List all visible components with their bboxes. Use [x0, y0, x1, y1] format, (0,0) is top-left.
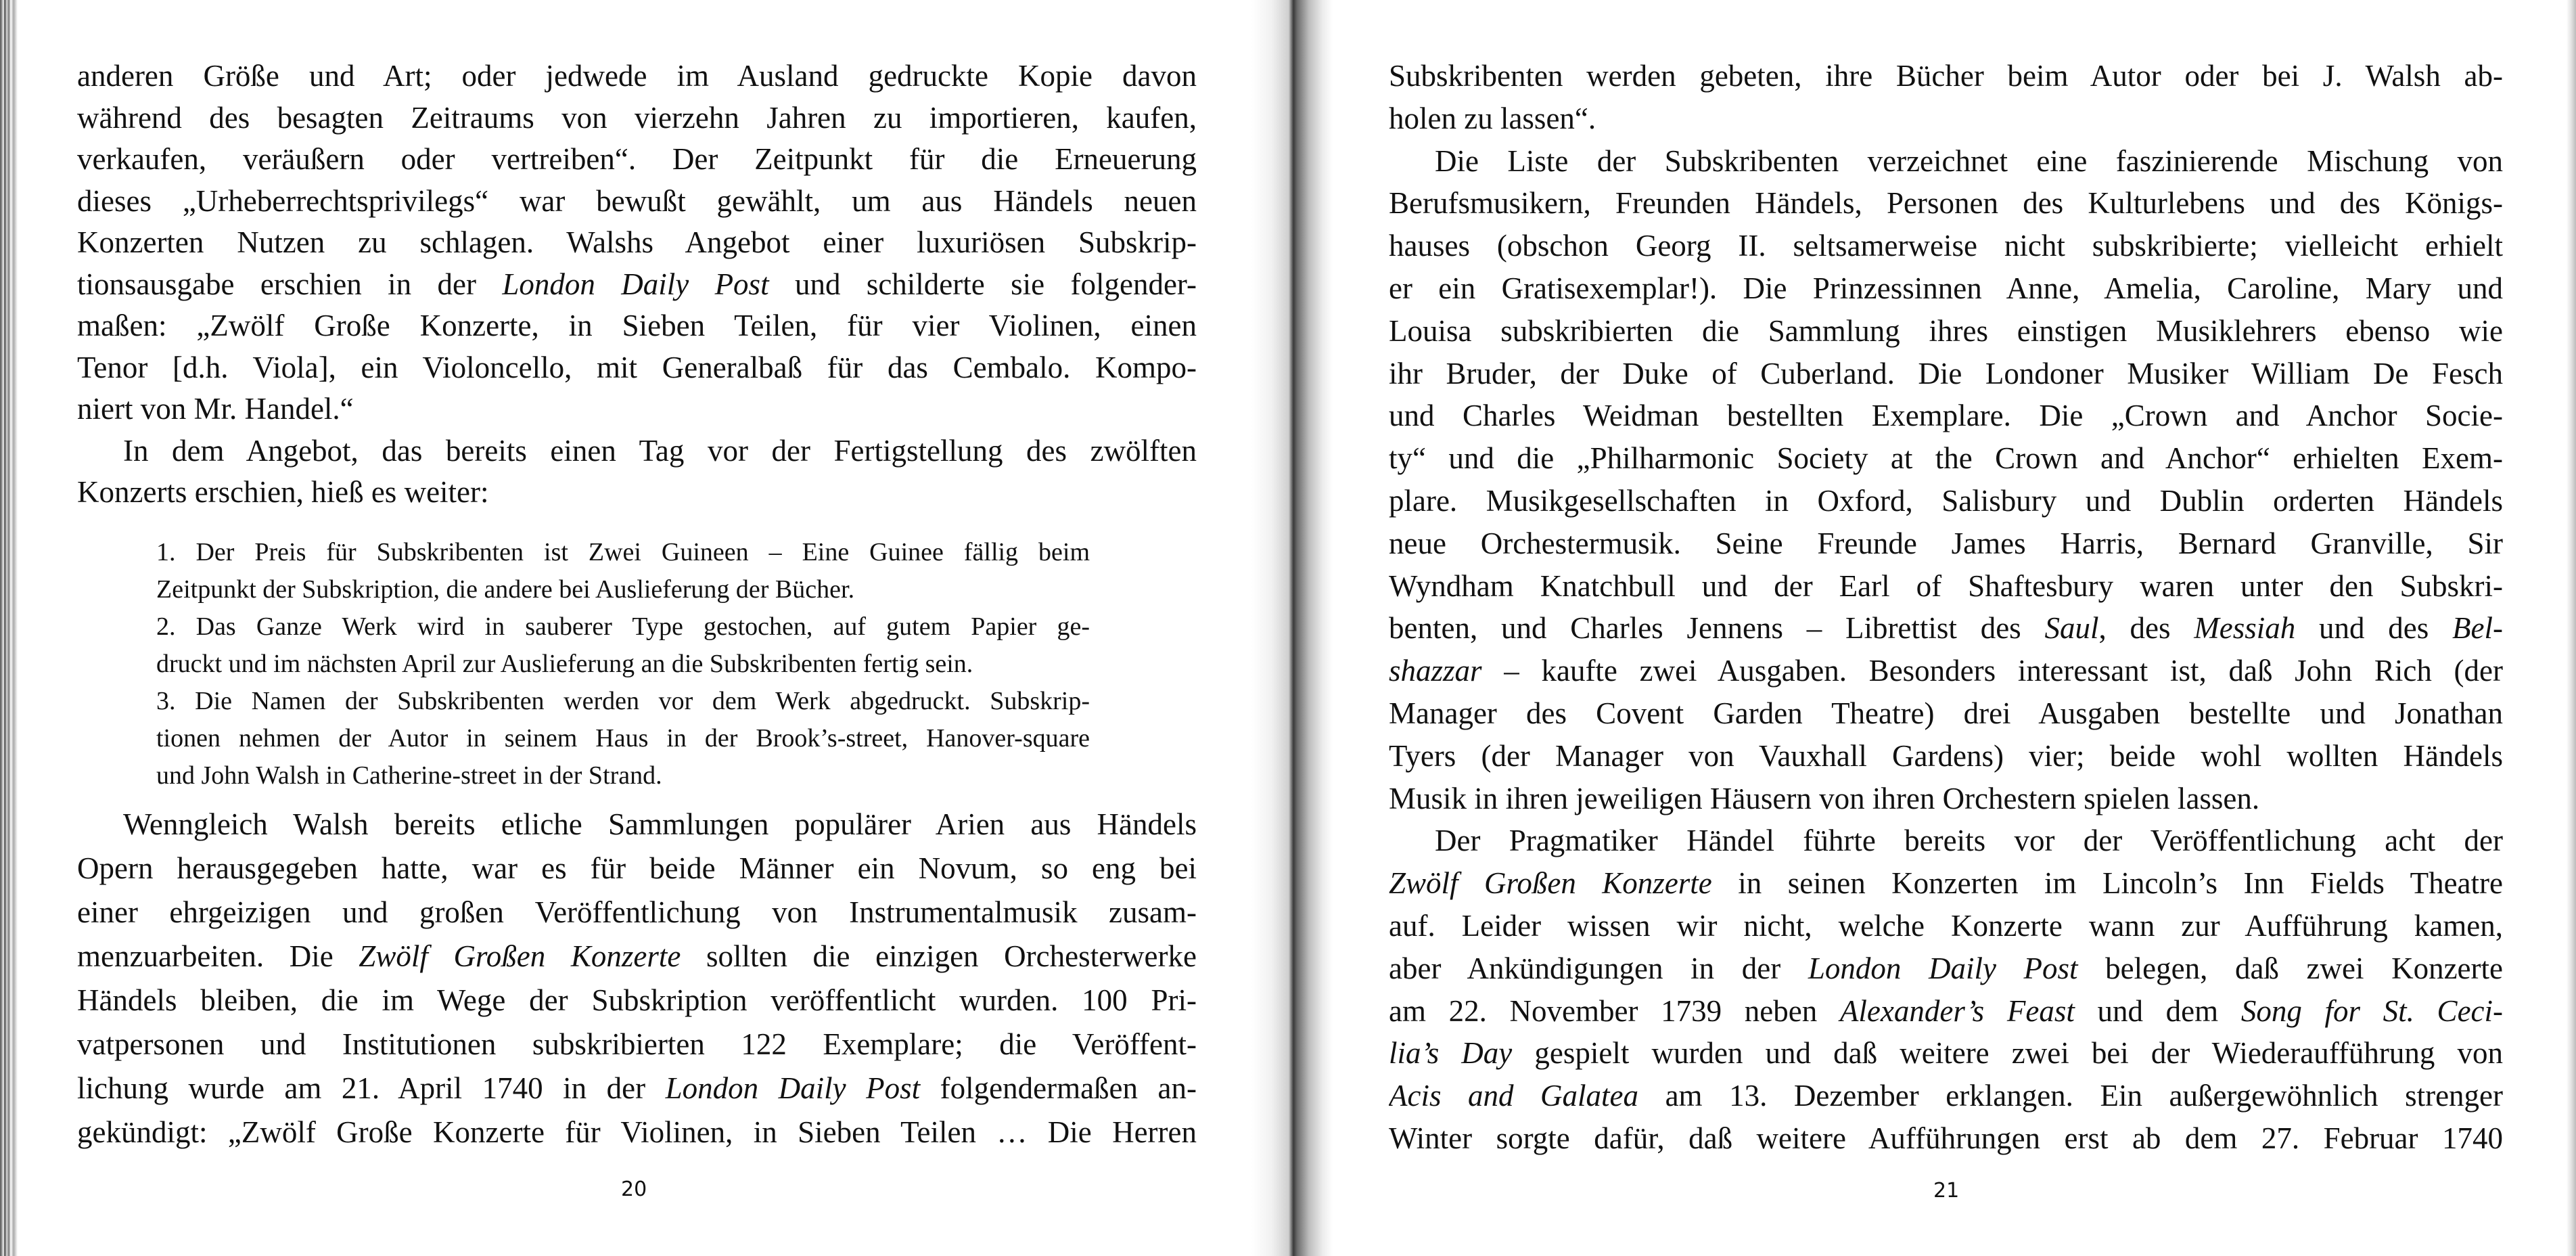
text-segment: während des besagten Zeitraums von vierzehn Jahren zu importieren, kaufen,: [77, 100, 1197, 135]
italic-title: London Daily Post: [502, 267, 769, 301]
text-line: [77, 99, 1197, 139]
text-segment: tionen nehmen der Autor in seinem Haus in der Brook’s-street, Hanover-square: [156, 724, 1090, 753]
text-line: [1389, 397, 2503, 437]
text-segment: Händels bleiben, die im Wege der Subskription veröffentlicht wurden. 100 Pri-: [77, 983, 1197, 1017]
text-segment: und John Walsh in Catherine-street in der Strand.: [156, 761, 662, 790]
italic-title: shazzar: [1389, 654, 1482, 688]
list-item-line: [156, 536, 1090, 577]
text-line: [1389, 57, 2503, 97]
italic-title: Acis and Galatea: [1389, 1079, 1639, 1113]
text-segment: maßen: „Zwölf Große Konzerte, in Sieben Teilen, für vier Violinen, einen: [77, 309, 1197, 342]
text-line: [1389, 312, 2503, 353]
text-segment: 2. Das Ganze Werk wird in sauberer Type gestochen, auf gutem Papier ge-: [156, 612, 1090, 641]
text-segment: sollten die einzigen Orchesterwerke: [681, 939, 1197, 973]
text-segment: verkaufen, veräußern oder vertreiben“. Der Zeitpunkt für die Erneuerung: [77, 142, 1197, 176]
text-line: [77, 182, 1197, 223]
italic-title: Zwölf Großen Konzerte: [1389, 866, 1712, 901]
text-line: [77, 1025, 1197, 1066]
text-segment: plare. Musikgesellschaften in Oxford, Salisbury und Dublin orderten Händels: [1389, 484, 2503, 518]
text-line: [77, 57, 1197, 97]
list-item-line: [156, 648, 1090, 688]
text-line: [1389, 1119, 2503, 1160]
text-line: [1389, 1077, 2503, 1117]
text-segment: gekündigt: „Zwölf Große Konzerte für Violinen, in Sieben Teilen … Die Herren: [77, 1115, 1197, 1149]
list-item-line: [156, 685, 1090, 725]
text-segment: und des: [2295, 611, 2453, 646]
list-item-line: [156, 722, 1090, 763]
text-segment: vatpersonen und Institutionen subskribierten 122 Exemplare; die Veröffent-: [77, 1027, 1197, 1061]
text-segment: menzuarbeiten. Die: [77, 939, 359, 973]
text-line: [123, 432, 1197, 472]
text-segment: Winter sorgte dafür, daß weitere Aufführungen erst ab dem 27. Februar 1740: [1389, 1121, 2503, 1155]
text-segment: Konzerts erschien, hieß es weiter:: [77, 475, 489, 509]
text-line: [123, 805, 1197, 846]
text-line: [1389, 737, 2503, 778]
text-segment: auf. Leider wissen wir nicht, welche Konzerte wann zur Aufführung kamen,: [1389, 909, 2503, 943]
text-segment: folgendermaßen an-: [920, 1071, 1197, 1105]
text-line: [77, 893, 1197, 934]
text-segment: , des: [2098, 611, 2194, 646]
text-line: [77, 981, 1197, 1022]
text-line: [77, 307, 1197, 347]
text-line: [77, 265, 1197, 306]
page-20: [77, 0, 1200, 1256]
text-segment: einer ehrgeizigen und großen Veröffentlichung von Instrumentalmusik zusam-: [77, 895, 1197, 929]
text-segment: tionsausgabe erschien in der: [77, 267, 503, 301]
text-line: [77, 390, 1197, 430]
italic-title: lia’s Day: [1389, 1036, 1513, 1071]
text-segment: Der Pragmatiker Händel führte bereits vor der Veröffentlichung acht der: [1435, 824, 2503, 858]
text-line: [1389, 227, 2503, 267]
text-line: [1389, 907, 2503, 947]
text-line: [1389, 949, 2503, 990]
text-segment: druckt und im nächsten April zur Auslieferung an die Subskribenten fertig sein.: [156, 650, 973, 678]
text-segment: lichung wurde am 21. April 1740 in der: [77, 1071, 666, 1105]
italic-title: London Daily Post: [665, 1071, 921, 1105]
text-segment: 3. Die Namen der Subskribenten werden vor dem Werk abgedruckt. Subskrip-: [156, 687, 1090, 715]
text-segment: neue Orchestermusik. Seine Freunde James Harris, Bernard Granville, Sir: [1389, 526, 2503, 560]
italic-title: Alexander’s Feast: [1839, 993, 2075, 1028]
text-line: [1389, 609, 2503, 650]
text-segment: in seinen Konzerten im Lincoln’s Inn Fields Theatre: [1711, 866, 2503, 901]
text-line: [77, 349, 1197, 389]
italic-title: Bel-: [2452, 611, 2503, 646]
text-line: [1389, 652, 2503, 692]
text-segment: In dem Angebot, das bereits einen Tag vor der Fertigstellung des zwölften: [123, 433, 1197, 468]
text-segment: holen zu lassen“.: [1389, 101, 1596, 135]
text-segment: Musik in ihren jeweiligen Häusern von ihren Orchestern spielen lassen.: [1389, 781, 2260, 815]
italic-title: Saul: [2044, 611, 2099, 646]
text-line: [1435, 142, 2503, 183]
text-segment: Manager des Covent Garden Theatre) drei Ausgaben bestellte und Jonathan: [1389, 696, 2503, 730]
text-segment: Die Liste der Subskribenten verzeichnet eine faszinierende Mischung von: [1435, 143, 2503, 178]
text-segment: und Charles Weidman bestellten Exemplare. Die „Crown and Anchor Socie-: [1389, 399, 2503, 433]
text-segment: dieses „Urheberrechtsprivilegs“ war bewußt gewählt, um aus Händels neuen: [77, 183, 1197, 218]
text-segment: Subskribenten werden gebeten, ihre Bücher beim Autor oder bei J. Walsh ab-: [1389, 59, 2503, 93]
text-line: [77, 140, 1197, 181]
text-segment: am 22. November 1739 neben: [1389, 993, 1840, 1028]
text-line: [1389, 99, 2503, 140]
text-segment: Tenor [d.h. Viola], ein Violoncello, mit Generalbaß für das Cembalo. Kompo-: [77, 350, 1197, 384]
list-item-line: [156, 759, 1090, 800]
page-21: [1389, 0, 2505, 1256]
text-line: [1389, 269, 2503, 310]
italic-title: Song for St. Ceci-: [2240, 993, 2503, 1028]
text-line: [1389, 355, 2503, 395]
text-line: [77, 937, 1197, 978]
italic-title: London Daily Post: [1808, 951, 2078, 985]
text-segment: und schilderte sie folgender-: [768, 267, 1197, 301]
text-segment: am 13. Dezember erklangen. Ein außergewöhnlich strenger: [1638, 1079, 2503, 1113]
text-line: [1389, 184, 2503, 225]
text-segment: Berufsmusikern, Freunden Händels, Personen des Kulturlebens und des Königs-: [1389, 186, 2503, 221]
italic-title: Zwölf Großen Konzerte: [359, 939, 681, 973]
text-line: [1389, 567, 2503, 608]
text-segment: anderen Größe und Art; oder jedwede im Ausland gedruckte Kopie davon: [77, 59, 1197, 93]
text-line: [1389, 992, 2503, 1033]
page-number-right: 21: [1933, 1179, 1960, 1203]
text-segment: Konzerten Nutzen zu schlagen. Walshs Angebot einer luxuriösen Subskrip-: [77, 225, 1197, 259]
text-segment: Wyndham Knatchbull und der Earl of Shaftesbury waren unter den Subskri-: [1389, 568, 2503, 603]
text-line: [1389, 780, 2503, 820]
text-line: [1435, 822, 2503, 862]
text-segment: Tyers (der Manager von Vauxhall Gardens) vier; beide wohl wollten Händels: [1389, 738, 2503, 773]
text-line: [1389, 439, 2503, 480]
text-segment: Opern herausgegeben hatte, war es für beide Männer ein Novum, so eng bei: [77, 851, 1197, 885]
text-line: [77, 849, 1197, 890]
text-segment: belegen, daß zwei Konzerte: [2077, 951, 2503, 985]
text-line: [1389, 1034, 2503, 1075]
page-number-left: 20: [621, 1178, 647, 1201]
scan-right-edge: [2567, 0, 2576, 1256]
italic-title: Messiah: [2194, 611, 2296, 646]
text-segment: aber Ankündigungen in der: [1389, 951, 1808, 985]
text-segment: und dem: [2074, 993, 2241, 1028]
list-item-line: [156, 610, 1090, 651]
text-segment: ty“ und die „Philharmonic Society at the Crown and Anchor“ erhielten Exem-: [1389, 441, 2503, 476]
text-segment: – kaufte zwei Ausgaben. Besonders interessant ist, daß John Rich (der: [1481, 654, 2503, 688]
list-item-line: [156, 573, 1090, 614]
text-line: [1389, 864, 2503, 905]
text-segment: ihr Bruder, der Duke of Cuberland. Die Londoner Musiker William De Fesch: [1389, 356, 2503, 390]
book-gutter: [1251, 0, 1333, 1256]
text-segment: er ein Gratisexemplar!). Die Prinzessinnen Anne, Amelia, Caroline, Mary und: [1389, 271, 2503, 305]
text-segment: Zeitpunkt der Subskription, die andere bei Auslieferung der Bücher.: [156, 575, 855, 604]
text-segment: 1. Der Preis für Subskribenten ist Zwei Guineen – Eine Guinee fällig beim: [156, 538, 1090, 566]
text-segment: gespielt wurden und daß weitere zwei bei der Wiederaufführung von: [1512, 1036, 2503, 1071]
text-segment: Louisa subskribierten die Sammlung ihres einstigen Musiklehrers ebenso wie: [1389, 313, 2503, 348]
text-line: [77, 223, 1197, 264]
scan-left-edge: [0, 0, 18, 1256]
text-segment: niert von Mr. Handel.“: [77, 392, 354, 426]
text-segment: benten, und Charles Jennens – Librettist des: [1389, 611, 2045, 646]
text-line: [1389, 524, 2503, 565]
text-segment: hauses (obschon Georg II. seltsamerweise nicht subskribierte; vielleicht erhielt: [1389, 229, 2503, 263]
text-line: [77, 1113, 1197, 1154]
text-line: [77, 1069, 1197, 1110]
text-line: [77, 473, 1197, 514]
text-line: [1389, 694, 2503, 735]
text-line: [1389, 482, 2503, 522]
text-segment: Wenngleich Walsh bereits etliche Sammlungen populärer Arien aus Händels: [123, 807, 1197, 841]
